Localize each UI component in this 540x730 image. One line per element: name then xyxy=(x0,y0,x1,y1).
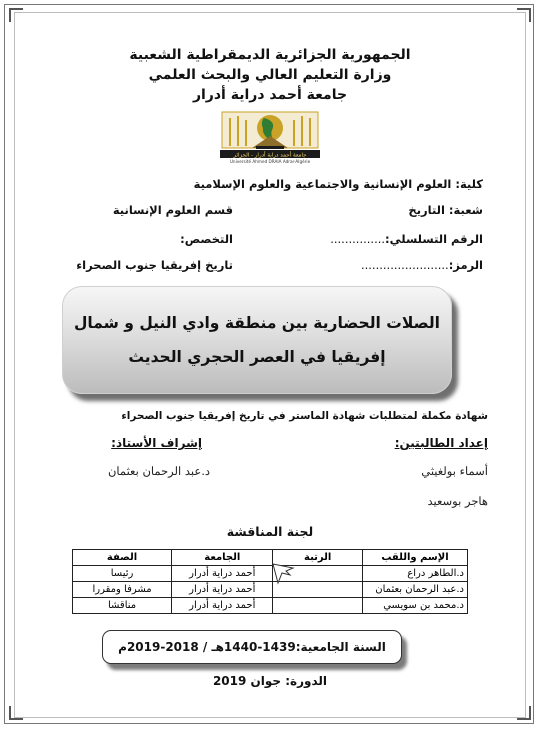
code-line xyxy=(361,258,483,272)
callout-shape xyxy=(272,563,296,585)
code-dots: ........................ xyxy=(360,258,449,272)
university-logo xyxy=(212,106,328,164)
specialty-label: التخصص: xyxy=(180,232,233,246)
students-label: إعداد الطالبتين: xyxy=(394,436,488,450)
serial-dots: ............... xyxy=(330,232,386,246)
university-name: جامعة أحمد دراية أدرار xyxy=(192,87,348,103)
member-university: أحمد دراية أدرار xyxy=(172,582,273,598)
thesis-title-box xyxy=(62,286,452,394)
member-name: د.محمد بن سويسي xyxy=(362,598,467,614)
supervisor-label: إشراف الأستاذ: xyxy=(111,436,202,450)
header-university: الجامعة xyxy=(172,550,273,566)
branch-line xyxy=(408,203,483,217)
logo-caption-latin: Université Ahmed DRAIA Adrar-Algérie xyxy=(229,159,311,164)
supervisor-name: د.عبد الرحمان بعثمان xyxy=(107,464,210,478)
committee-table xyxy=(72,549,468,614)
corner-ornament xyxy=(9,706,23,720)
member-name: د.عبد الرحمان بعثمان xyxy=(362,582,467,598)
member-role: مشرفا ومقررا xyxy=(73,582,172,598)
student-name-2: هاجر بوسعيد xyxy=(427,494,488,508)
logo-emblem-icon xyxy=(222,112,318,149)
member-rank xyxy=(273,598,363,614)
branch-value: التاريخ xyxy=(408,203,445,217)
serial-line xyxy=(330,232,483,246)
table-row xyxy=(73,566,468,582)
committee-title: لجنة المناقشة xyxy=(226,524,314,539)
header-role: الصفة xyxy=(73,550,172,566)
code-label: الرمز: xyxy=(448,258,483,272)
faculty-label: كلية: xyxy=(455,177,483,191)
member-name: د.الطاهر دراع xyxy=(362,566,467,582)
member-role: مناقشا xyxy=(73,598,172,614)
header-rank: الرتبة xyxy=(273,550,363,566)
table-row xyxy=(73,598,468,614)
degree-statement: شهادة مكملة لمتطلبات شهادة الماستر في تاريخ إفريقيا جنوب الصحراء xyxy=(121,410,488,422)
ministry-name: وزارة التعليم العالي والبحث العلمي xyxy=(148,67,392,83)
corner-ornament xyxy=(517,706,531,720)
session-date: الدورة: جوان 2019 xyxy=(212,674,328,688)
republic-name: الجمهورية الجزائرية الديمقراطية الشعبية xyxy=(129,47,411,63)
faculty-value: العلوم الإنسانية والاجتماعية والعلوم الإسلامية xyxy=(193,177,452,191)
faculty-line xyxy=(194,177,483,191)
branch-label: شعبة: xyxy=(448,203,483,217)
committee-header-row xyxy=(73,550,468,566)
corner-ornament xyxy=(9,8,23,22)
thesis-title-line1: الصلات الحضارية بين منطقة وادي النيل و شمال xyxy=(73,314,440,332)
corner-ornament xyxy=(517,8,531,22)
thesis-title-line2: إفريقيا في العصر الحجري الحديث xyxy=(128,348,386,366)
member-role: رئيسا xyxy=(73,566,172,582)
student-name-1: أسماء بولغيثي xyxy=(421,464,488,478)
table-row xyxy=(73,582,468,598)
logo-caption: جامعة أحمد دراية أدرار - الجزائر xyxy=(233,152,307,159)
serial-label: الرقم التسلسلي: xyxy=(385,232,483,246)
department-value: قسم العلوم الإنسانية xyxy=(112,203,233,217)
member-university: أحمد دراية أدرار xyxy=(172,598,273,614)
member-university: أحمد دراية أدرار xyxy=(172,566,273,582)
academic-year: السنة الجامعية:1439-1440هـ / 2018-2019م xyxy=(118,640,386,654)
header-name: الإسم واللقب xyxy=(362,550,467,566)
specialty-value: تاريخ إفريقيا جنوب الصحراء xyxy=(76,258,233,272)
